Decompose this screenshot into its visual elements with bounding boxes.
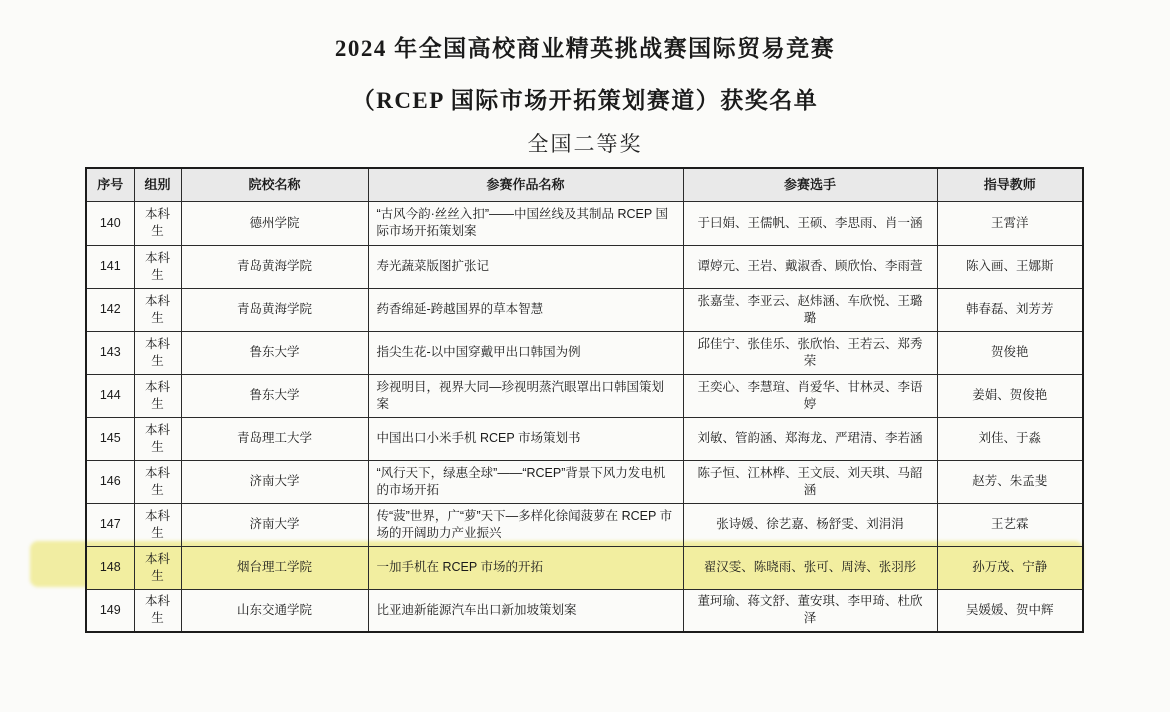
cell-work: 中国出口小米手机 RCEP 市场策划书: [368, 417, 683, 460]
cell-contestants: 张嘉莹、李亚云、赵炜涵、车欣悦、王璐璐: [683, 288, 937, 331]
cell-teachers: 韩春磊、刘芳芳: [937, 288, 1083, 331]
cell-group: 本科生: [134, 245, 181, 288]
table-body: [86, 201, 1083, 632]
cell-contestants: 王奕心、李慧瑄、肖爱华、甘林灵、李语婷: [683, 374, 937, 417]
cell-work: “风行天下，绿惠全球”——“RCEP”背景下风力发电机的市场开拓: [368, 460, 683, 503]
cell-school: 济南大学: [181, 503, 368, 546]
cell-contestants: 谭婷元、王岩、戴淑香、顾欣怡、李雨萱: [683, 245, 937, 288]
cell-group: 本科生: [134, 374, 181, 417]
column-header-work: 参赛作品名称: [368, 168, 683, 201]
cell-school: 青岛黄海学院: [181, 288, 368, 331]
cell-no: 142: [86, 288, 134, 331]
cell-no: 148: [86, 546, 134, 589]
table-row: [86, 201, 1083, 245]
cell-teachers: 吴媛媛、贺中辉: [937, 589, 1083, 632]
cell-contestants: 陈子恒、江林桦、王文辰、刘天琪、马韶涵: [683, 460, 937, 503]
award-level-subtitle: 全国二等奖: [527, 132, 643, 156]
table-row: [86, 503, 1083, 546]
column-header-group: 组别: [134, 168, 181, 201]
column-header-contestants: 参赛选手: [683, 168, 937, 201]
cell-group: 本科生: [134, 288, 181, 331]
cell-work: “古风今韵·丝丝入扣”——中国丝线及其制品 RCEP 国际市场开拓策划案: [368, 201, 683, 245]
cell-school: 鲁东大学: [181, 374, 368, 417]
cell-no: 146: [86, 460, 134, 503]
cell-teachers: 王艺霖: [937, 503, 1083, 546]
cell-teachers: 姜娟、贺俊艳: [937, 374, 1083, 417]
cell-group: 本科生: [134, 331, 181, 374]
cell-no: 147: [86, 503, 134, 546]
table-row: [86, 288, 1083, 331]
awards-table: [85, 167, 1084, 633]
cell-school: 青岛黄海学院: [181, 245, 368, 288]
cell-teachers: 陈入画、王娜斯: [937, 245, 1083, 288]
table-header: [86, 168, 1083, 201]
cell-contestants: 张诗媛、徐艺嘉、杨舒雯、刘涓涓: [683, 503, 937, 546]
cell-group: 本科生: [134, 546, 181, 589]
cell-group: 本科生: [134, 503, 181, 546]
cell-school: 山东交通学院: [181, 589, 368, 632]
cell-contestants: 翟汉雯、陈晓雨、张可、周涛、张羽彤: [683, 546, 937, 589]
cell-work: 指尖生花-以中国穿戴甲出口韩国为例: [368, 331, 683, 374]
document-title-line-2: （RCEP 国际市场开拓策划赛道）获奖名单: [351, 88, 819, 113]
table-row: [86, 331, 1083, 374]
column-header-school: 院校名称: [181, 168, 368, 201]
table-row: [86, 460, 1083, 503]
cell-no: 141: [86, 245, 134, 288]
cell-contestants: 刘敏、管韵涵、郑海龙、严珺清、李若涵: [683, 417, 937, 460]
cell-no: 145: [86, 417, 134, 460]
cell-contestants: 于曰娟、王儒帆、王硕、李思雨、肖一涵: [683, 201, 937, 245]
cell-school: 济南大学: [181, 460, 368, 503]
cell-group: 本科生: [134, 201, 181, 245]
cell-school: 鲁东大学: [181, 331, 368, 374]
cell-teachers: 赵芳、朱孟斐: [937, 460, 1083, 503]
cell-group: 本科生: [134, 417, 181, 460]
document-title-line-1: 2024 年全国高校商业精英挑战赛国际贸易竞赛: [334, 36, 836, 61]
cell-no: 149: [86, 589, 134, 632]
cell-teachers: 孙万茂、宁静: [937, 546, 1083, 589]
cell-work: 药香绵延-跨越国界的草本智慧: [368, 288, 683, 331]
cell-group: 本科生: [134, 589, 181, 632]
cell-teachers: 刘佳、于淼: [937, 417, 1083, 460]
table-row: [86, 245, 1083, 288]
table-row-highlighted: [86, 546, 1083, 589]
cell-contestants: 邱佳宁、张佳乐、张欣怡、王若云、郑秀荣: [683, 331, 937, 374]
header-row: [86, 168, 1083, 201]
cell-group: 本科生: [134, 460, 181, 503]
table-row: [86, 374, 1083, 417]
cell-school: 青岛理工大学: [181, 417, 368, 460]
cell-work: 传“菠”世界，广“萝”天下—多样化徐闻菠萝在 RCEP 市场的开阔助力产业振兴: [368, 503, 683, 546]
cell-work: 寿光蔬菜版图扩张记: [368, 245, 683, 288]
cell-school: 德州学院: [181, 201, 368, 245]
cell-work: 珍视明目，视界大同—珍视明蒸汽眼罩出口韩国策划案: [368, 374, 683, 417]
cell-teachers: 王霄洋: [937, 201, 1083, 245]
cell-school: 烟台理工学院: [181, 546, 368, 589]
cell-no: 144: [86, 374, 134, 417]
cell-no: 143: [86, 331, 134, 374]
cell-no: 140: [86, 201, 134, 245]
cell-contestants: 董珂瑜、蒋文舒、董安琪、李甲琦、杜欣泽: [683, 589, 937, 632]
table-row: [86, 417, 1083, 460]
cell-teachers: 贺俊艳: [937, 331, 1083, 374]
column-header-no: 序号: [86, 168, 134, 201]
table-row: [86, 589, 1083, 632]
cell-work: 比亚迪新能源汽车出口新加坡策划案: [368, 589, 683, 632]
column-header-teachers: 指导教师: [937, 168, 1083, 201]
cell-work: 一加手机在 RCEP 市场的开拓: [368, 546, 683, 589]
